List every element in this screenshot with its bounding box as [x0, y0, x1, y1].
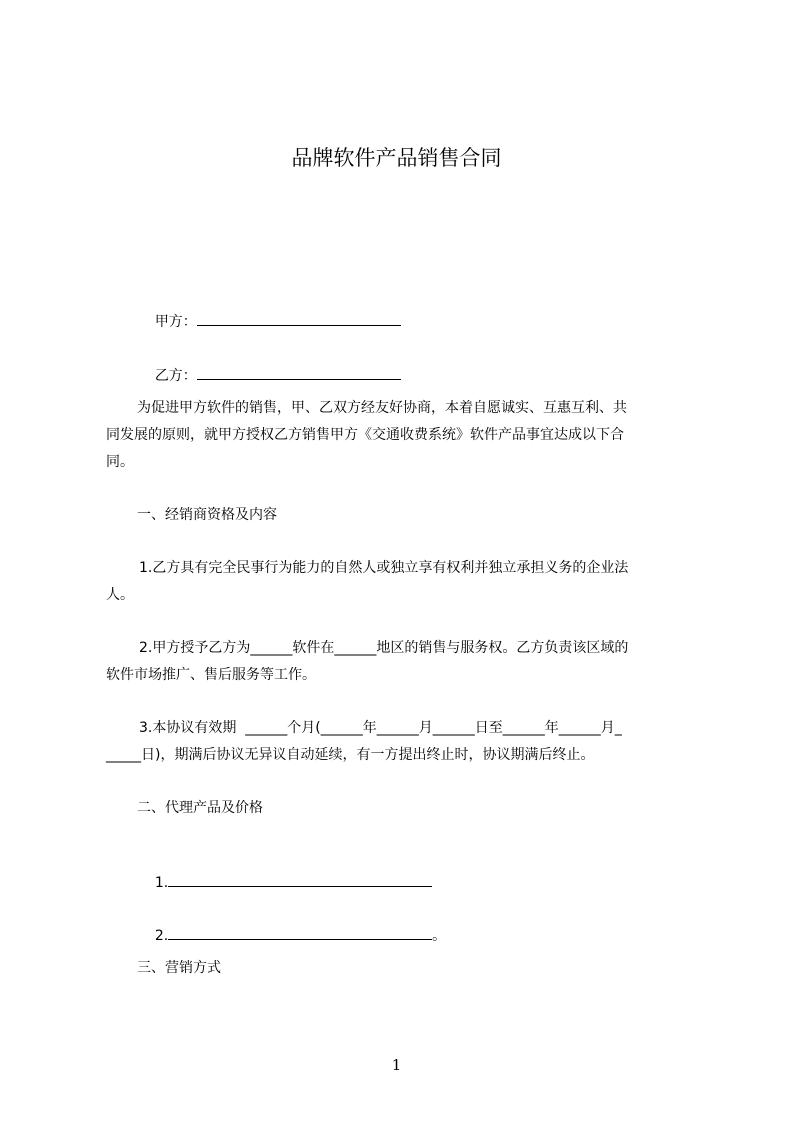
party-a-row: [137, 290, 401, 352]
s1-item-2-line-2: 软件市场推广、售后服务等工作。: [106, 667, 316, 683]
document-title: 品牌软件产品销售合同: [291, 146, 502, 170]
s1-item-1-line-1: 1.乙方具有完全民事行为能力的自然人或独立享有权利并独立承担义务的企业法: [139, 560, 629, 576]
s2-item-2-number: 2.: [154, 928, 169, 944]
s2-item-2: [137, 904, 446, 966]
section-1-heading: 一、经销商资格及内容: [137, 507, 277, 523]
s2-item-1-blank: [168, 871, 432, 887]
party-a-label: 甲方：: [154, 314, 197, 330]
section-3-heading: 三、营销方式: [137, 960, 221, 976]
party-b-blank: [197, 364, 401, 380]
intro-line-2: 同发展的原则，就甲方授权乙方销售甲方《交通收费系统》软件产品事宜达成以下合: [106, 427, 624, 443]
page-number: 1: [391, 1056, 402, 1074]
party-b-label: 乙方：: [154, 368, 197, 384]
s2-item-2-blank: [168, 924, 432, 940]
section-2-heading: 二、代理产品及价格: [137, 800, 263, 816]
s1-item-3-line-2: _____日)，期满后协议无异议自动延续，有一方提出终止时，协议期满后终止。: [106, 747, 595, 763]
s2-item-2-suffix: 。: [432, 928, 447, 944]
s1-item-1-line-2: 人。: [106, 587, 134, 603]
intro-line-3: 同。: [106, 454, 134, 470]
intro-line-1: 为促进甲方软件的销售，甲、乙双方经友好协商，本着自愿诚实、互惠互利、共: [137, 400, 627, 416]
s1-item-2-line-1: 2.甲方授予乙方为______软件在______地区的销售与服务权。乙方负责该区域的: [139, 640, 629, 656]
s1-item-3-line-1: 3.本协议有效期 ______个月(______年______月______日至______年______月_: [139, 720, 622, 736]
party-b-row: [137, 344, 401, 406]
party-a-blank: [197, 310, 401, 326]
s2-item-1-number: 1.: [154, 875, 169, 891]
